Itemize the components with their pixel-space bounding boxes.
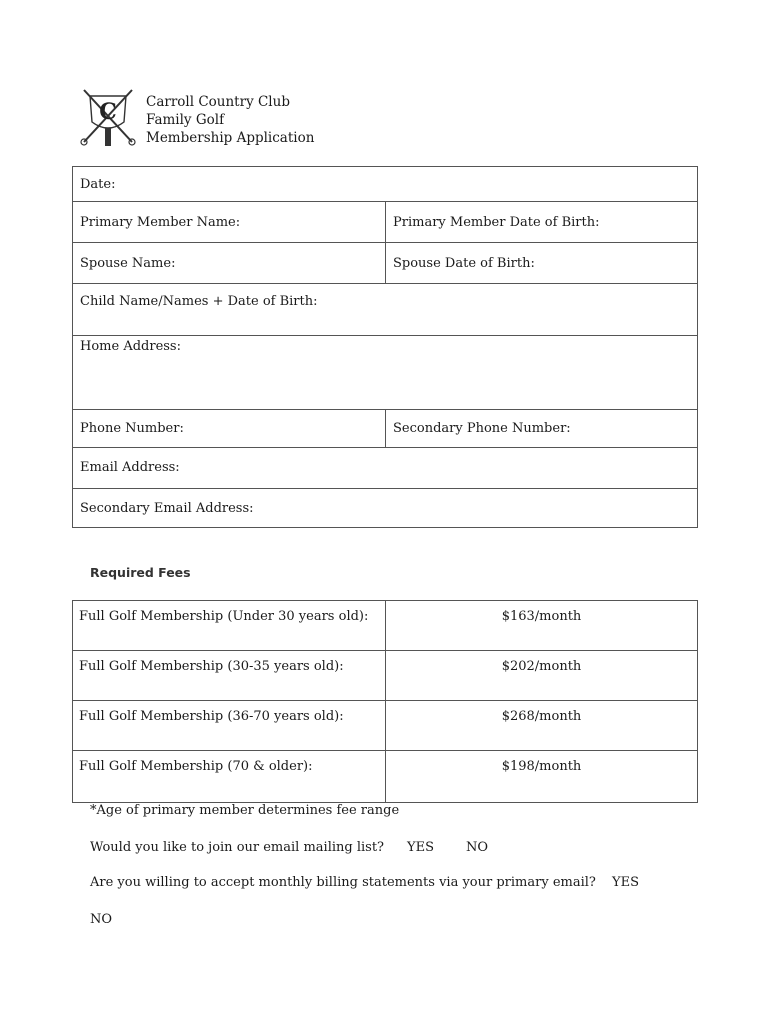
billing-question: Are you willing to accept monthly billing statements via your primary email? <box>90 875 596 890</box>
billing-yes-option[interactable]: YES <box>612 875 639 890</box>
secondary-phone-field[interactable] <box>386 410 698 448</box>
form-subtitle: Family Golf <box>146 112 225 128</box>
spouse-dob-field[interactable] <box>386 243 698 284</box>
secondary-phone-label: Secondary Phone Number: <box>393 421 571 436</box>
children-label: Child Name/Names + Date of Birth: <box>80 294 318 309</box>
billing-no-option[interactable]: NO <box>90 912 113 927</box>
application-form <box>72 166 698 528</box>
fee-value: $202/month <box>386 651 698 701</box>
date-label: Date: <box>80 177 116 192</box>
phone-label: Phone Number: <box>80 421 184 436</box>
fee-label: Full Golf Membership (36-70 years old): <box>73 701 386 751</box>
mailing-no-option[interactable]: NO <box>466 840 489 855</box>
mailing-yes-option[interactable]: YES <box>407 840 434 855</box>
home-address-label: Home Address: <box>80 339 181 354</box>
secondary-email-label: Secondary Email Address: <box>80 501 254 516</box>
table-row <box>73 701 698 751</box>
fees-table <box>72 600 698 803</box>
crest-logo-icon <box>78 88 138 150</box>
fee-label: Full Golf Membership (Under 30 years old): <box>73 601 386 651</box>
spouse-dob-label: Spouse Date of Birth: <box>393 256 535 271</box>
fees-heading: Required Fees <box>90 565 191 580</box>
form-title: Membership Application <box>146 130 315 146</box>
table-row <box>73 651 698 701</box>
age-note: *Age of primary member determines fee range <box>90 803 400 818</box>
table-row <box>73 751 698 803</box>
email-label: Email Address: <box>80 460 180 475</box>
primary-dob-field[interactable] <box>386 202 698 243</box>
club-name: Carroll Country Club <box>146 94 290 110</box>
email-field[interactable] <box>73 448 698 489</box>
spouse-name-label: Spouse Name: <box>80 256 176 271</box>
spouse-name-field[interactable] <box>73 243 386 284</box>
fee-value: $163/month <box>386 601 698 651</box>
fee-value: $268/month <box>386 701 698 751</box>
fee-label: Full Golf Membership (70 & older): <box>73 751 386 803</box>
mailing-question: Would you like to join our email mailing list? <box>90 840 385 855</box>
fee-label: Full Golf Membership (30-35 years old): <box>73 651 386 701</box>
secondary-email-field[interactable] <box>73 489 698 528</box>
phone-field[interactable] <box>73 410 386 448</box>
home-address-field[interactable] <box>73 336 698 410</box>
primary-dob-label: Primary Member Date of Birth: <box>393 215 600 230</box>
date-field[interactable] <box>73 167 698 202</box>
svg-text:C: C <box>99 99 117 125</box>
primary-name-label: Primary Member Name: <box>80 215 241 230</box>
table-row <box>73 601 698 651</box>
children-field[interactable] <box>73 284 698 336</box>
primary-name-field[interactable] <box>73 202 386 243</box>
fee-value: $198/month <box>386 751 698 803</box>
